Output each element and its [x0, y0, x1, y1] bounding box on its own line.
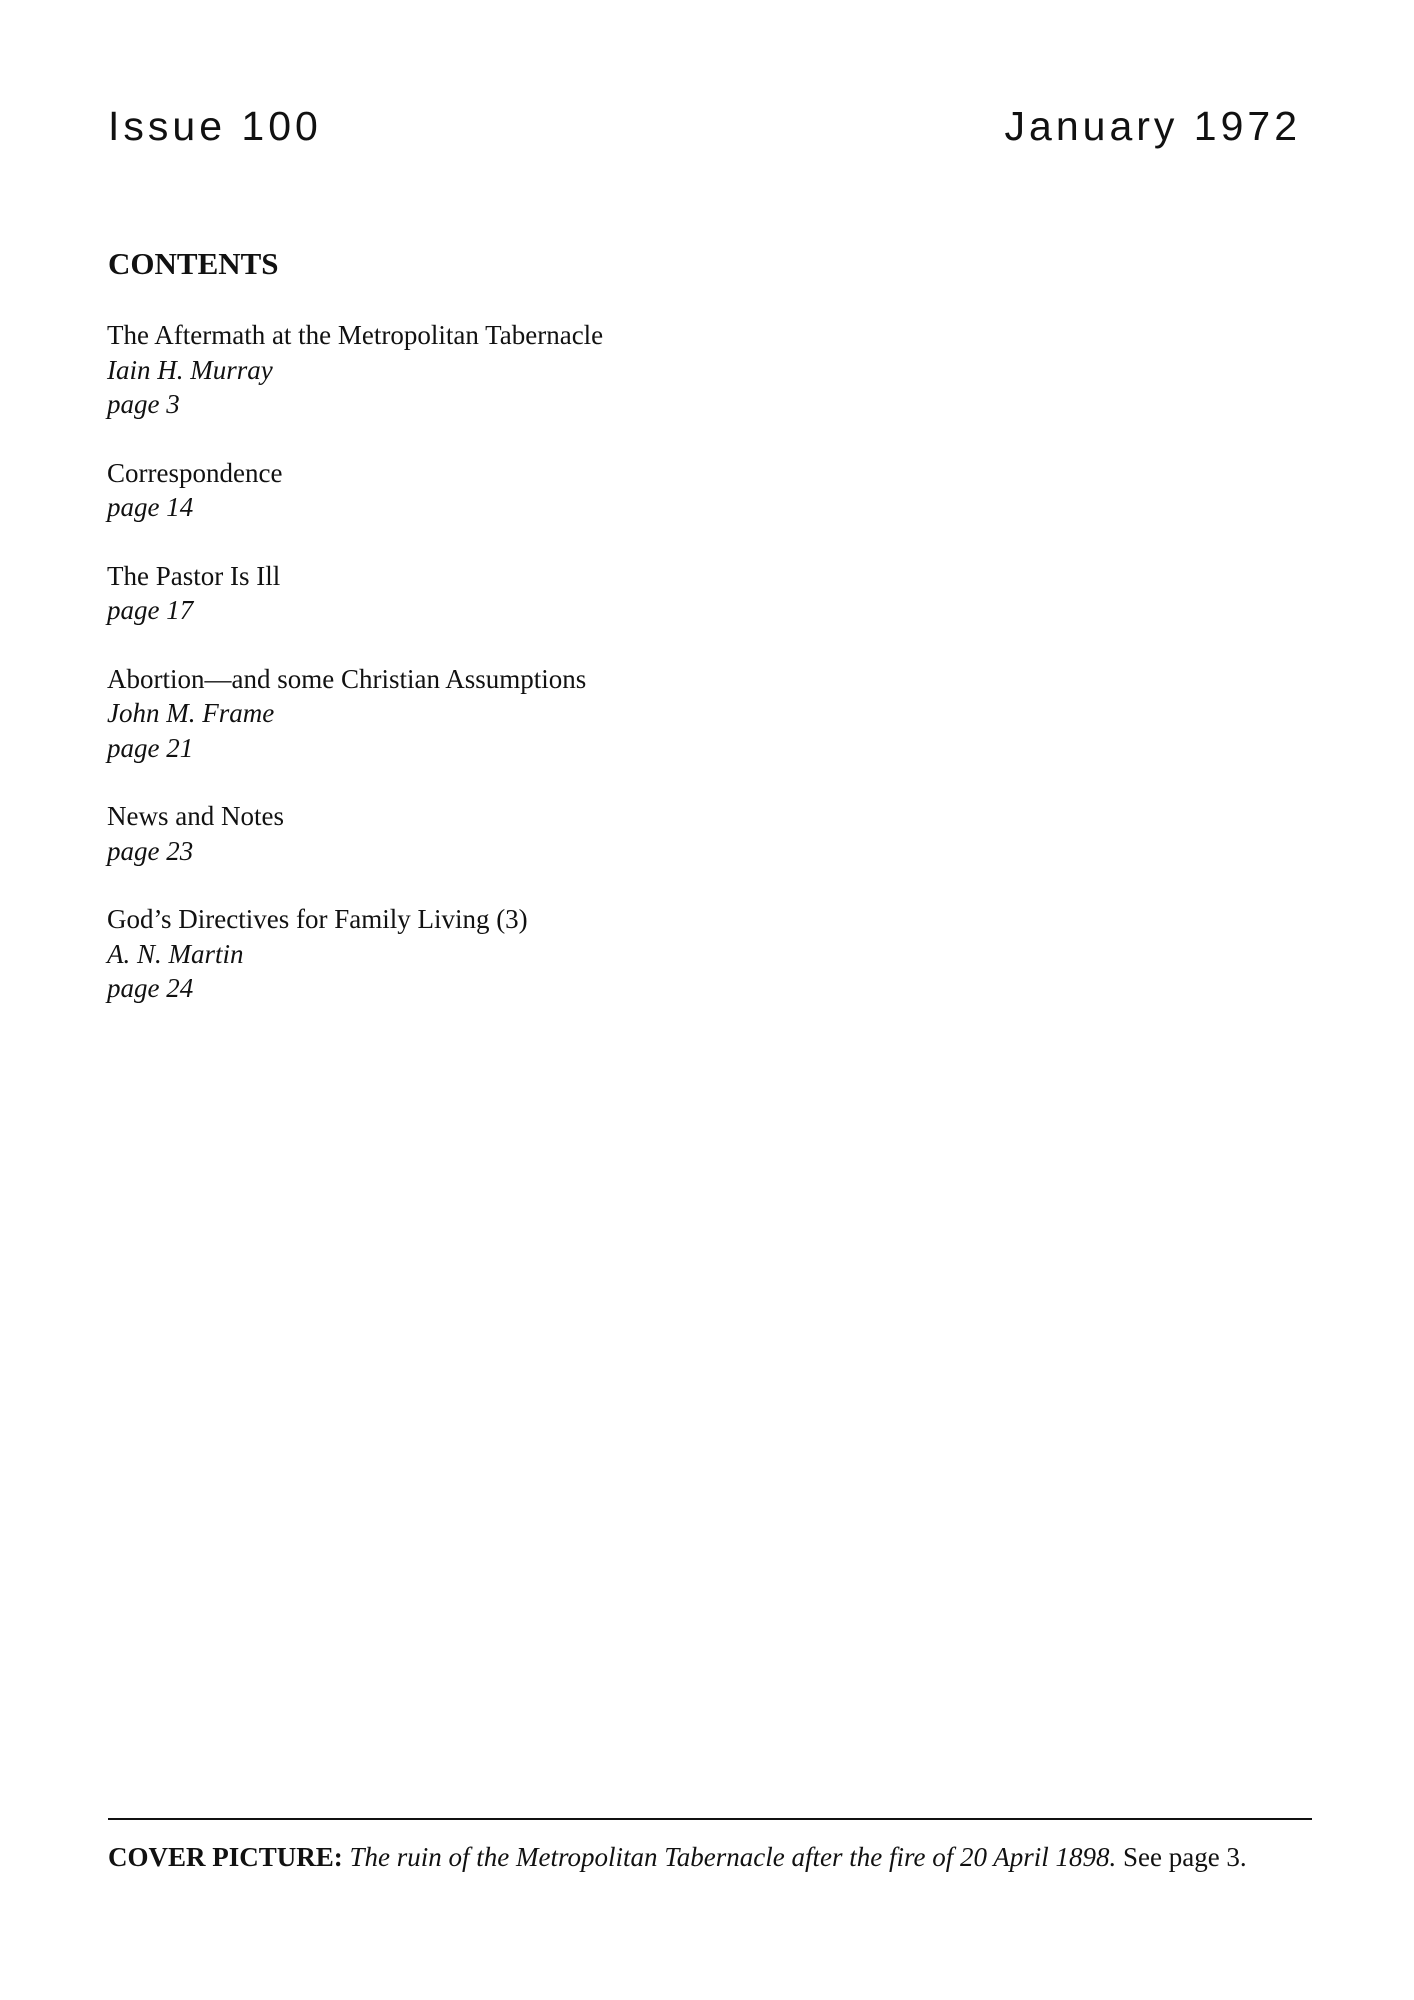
contents-list — [107, 318, 1007, 1040]
contents-entry — [107, 559, 1007, 628]
issue-number: Issue 100 — [108, 103, 322, 149]
entry-title: The Pastor Is Ill — [107, 560, 281, 591]
contents-entry — [107, 799, 1007, 868]
contents-entry — [107, 902, 1007, 1006]
entry-page: page 3 — [107, 389, 180, 419]
entry-title: God’s Directives for Family Living (3) — [107, 904, 528, 934]
entry-title: Abortion—and some Christian Assumptions — [107, 663, 587, 694]
entry-title: News and Notes — [107, 801, 284, 831]
entry-author: Iain H. Murray — [107, 354, 273, 385]
entry-page: page 23 — [107, 835, 194, 866]
entry-page: page 14 — [107, 492, 194, 522]
footer-divider — [108, 1818, 1312, 1820]
page-header — [108, 96, 1301, 156]
entry-page: page 17 — [107, 595, 194, 625]
contents-entry — [107, 456, 1007, 525]
entry-title: Correspondence — [107, 457, 283, 488]
cover-picture-caption: The ruin of the Metropolitan Tabernacle after the fire of 20 April 1898. — [349, 1842, 1117, 1872]
cover-picture-reference: See page 3. — [1122, 1842, 1247, 1872]
issue-date: January 1972 — [1004, 103, 1301, 149]
contents-heading: CONTENTS — [108, 246, 279, 281]
entry-page: page 24 — [107, 973, 194, 1003]
cover-picture-note — [108, 1840, 1318, 1874]
cover-picture-label: COVER PICTURE: — [108, 1842, 343, 1872]
entry-title: The Aftermath at the Metropolitan Tabernacle — [107, 320, 604, 350]
entry-author: A. N. Martin — [107, 938, 244, 969]
entry-author: John M. Frame — [107, 698, 275, 728]
contents-entry — [107, 662, 1007, 766]
entry-page: page 21 — [107, 732, 194, 763]
contents-entry — [107, 318, 1007, 422]
